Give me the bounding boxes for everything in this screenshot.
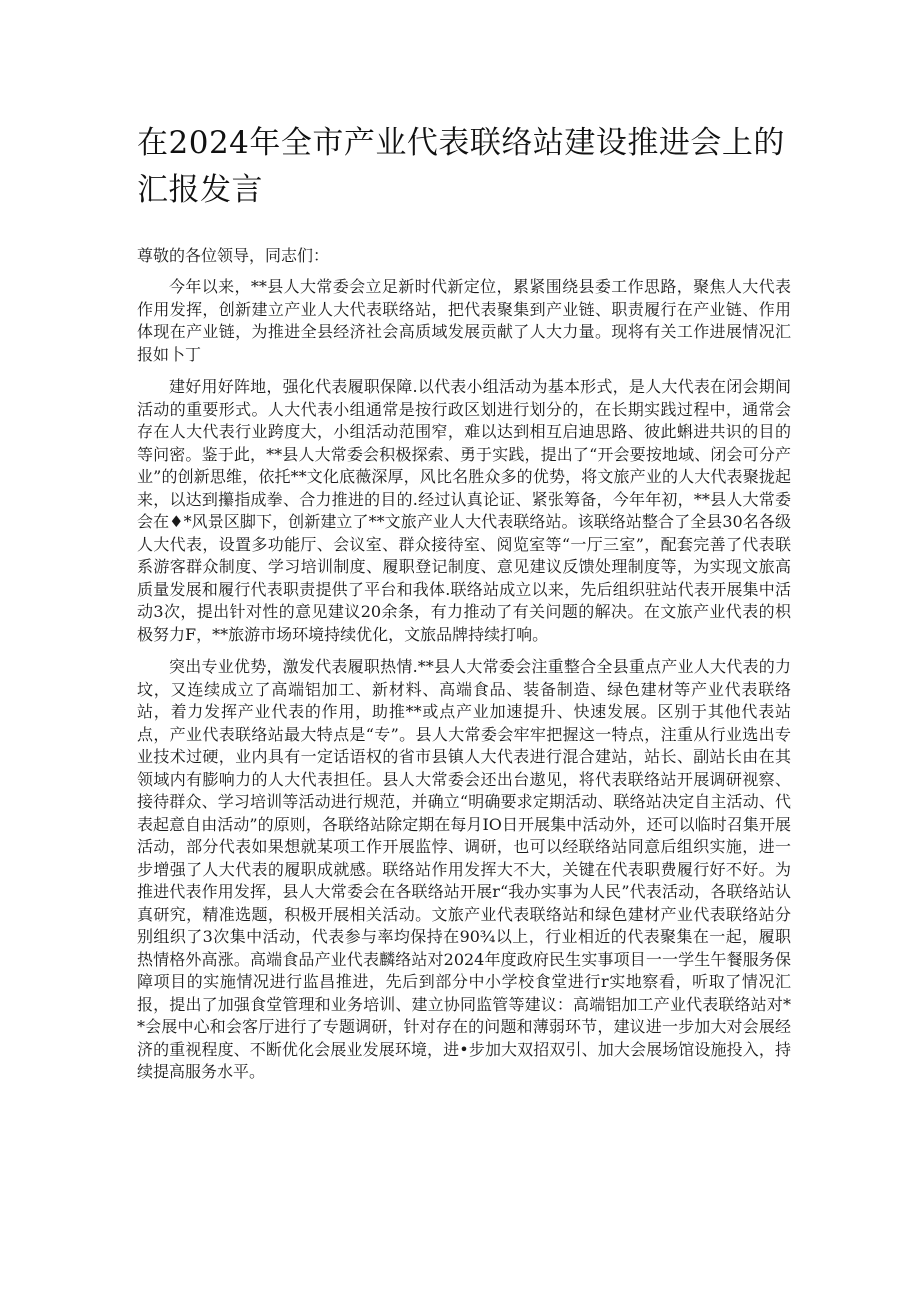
paragraph-intro: 今年以来，**县人大常委会立足新时代新定位，累紧围绕县委工作思路，聚焦人大代表作用发挥，创新建立产业人大代表联络站，把代表聚集到产业链、职责履行在产业链、作用体现在产业链，为推进全县经济社会高质域发展贡献了人大力量。现将有关工作进展情况汇报如卜丁 (137, 277, 791, 364)
salutation: 尊敬的各位领导，同志们： (137, 246, 330, 265)
paragraph-build-positions: 建好用好阵地，强化代表履职保障.以代表小组活动为基本形式，是人大代表在闭会期间活动的重要形式。人大代表小组通常是按行政区划进行划分的，在长期实践过程中，通常会存在人大代表行业跨度大，小组活动范围窄，难以达到相互启迪思路、彼此蝌进共识的目的等问密。鉴于此，**县人大常委会积极探索、勇于实践，提出了“开会要按地域、闭会可分产业”的创新思维，依托**文化底薇深厚，风比名胜众多的优势，将文旅产业的人大代表聚拢起来，以达到攥指成拳、合力推进的目的.经过认真论证、紧张筹备，今年年初，**县人大常委会在♦*风景区脚下，创新建立了**文旅产业人大代表联络站。该联络站整合了全县30名各级人大代表，设置多功能厅、会议室、群众接待室、阅览室等“一厅三室”，配套完善了代表联系游客群众制度、学习培训制度、履职登记制度、意见建议反馈处理制度等，为实现文旅高质量发展和履行代表职责提供了平台和我体.联络站成立以来，先后组织驻站代表开展集中活动3次，提出针对性的意见建议20余条，有力推动了有关问题的解决。在文旅产业代表的枳极努力F，**旅游市场环境持续优化，文旅品牌持续打响。 (137, 377, 791, 644)
document-page (137, 120, 791, 1084)
paragraph-professional-advantage: 突出专业优势，激发代表履职热情.**县人大常委会注重整合全县重点产业人大代表的力坟，又连续成立了高端铝加工、新材料、高端食品、装备制造、绿色建材等产业代表联络站，着力发挥产业代表的作用，助推**或点产业加速提升、快速发展。区别于其他代表站点，产业代表联络站最大特点是“专”。县人大常委会牢牢把握这一特点，注重从行业选出专业技术过硬，业内具有一定话语权的省市县镇人大代表进行混合建站，站长、副站长由在其领域内有膨响力的人大代表担任。县人大常委会还出台遨见，将代表联络站开展调研视察、接待群众、学习培训等活动进行规范，并确立“明确要求定期活动、联络站决定自主活动、代表起意自由活动”的原则，各联络站除定期在每月IO日开展集中活动外，还可以临时召集开展活动，部分代表如果想就某项工作开展监悖、调研，也可以经联络站同意后组织实施，进一步增强了人大代表的履职成就感。联络站作用发挥大不大，关键在代表职费履行好不好。为推进代表作用发挥，县人大常委会在各联络站开展r“我办实事为人民”代表活动，各联络站认真研究，精准选题，积极开展相关活动。文旅产业代表联络站和绿色建材产业代表联络站分别组织了3次集中活动，代表参与率均保持在90¾以上，行业相近的代表聚集在一起，履职热情格外高涨。高端食品产业代表麟络站对2024年度政府民生实事项目一一学生午餐服务保障项目的实施情况进行监昌推进，先后到部分中小学校食堂进行r实地察看，听取了情况汇报，提出了加强食堂管理和业务培训、建立协同监管等建议：高端铝加工产业代表联络站对**会展中心和会客厅进行了专题调研，针对存在的问题和薄弱环节，建议进一步加大对会展经济的重视程度、不断优化会展业发展环境，进•步加大双招双引、加大会展场馆设施投入，持续提高服务水平。 (137, 657, 791, 1081)
document-title: 在2024年全市产业代表联络站建设推进会上的汇报发言 (137, 125, 785, 208)
